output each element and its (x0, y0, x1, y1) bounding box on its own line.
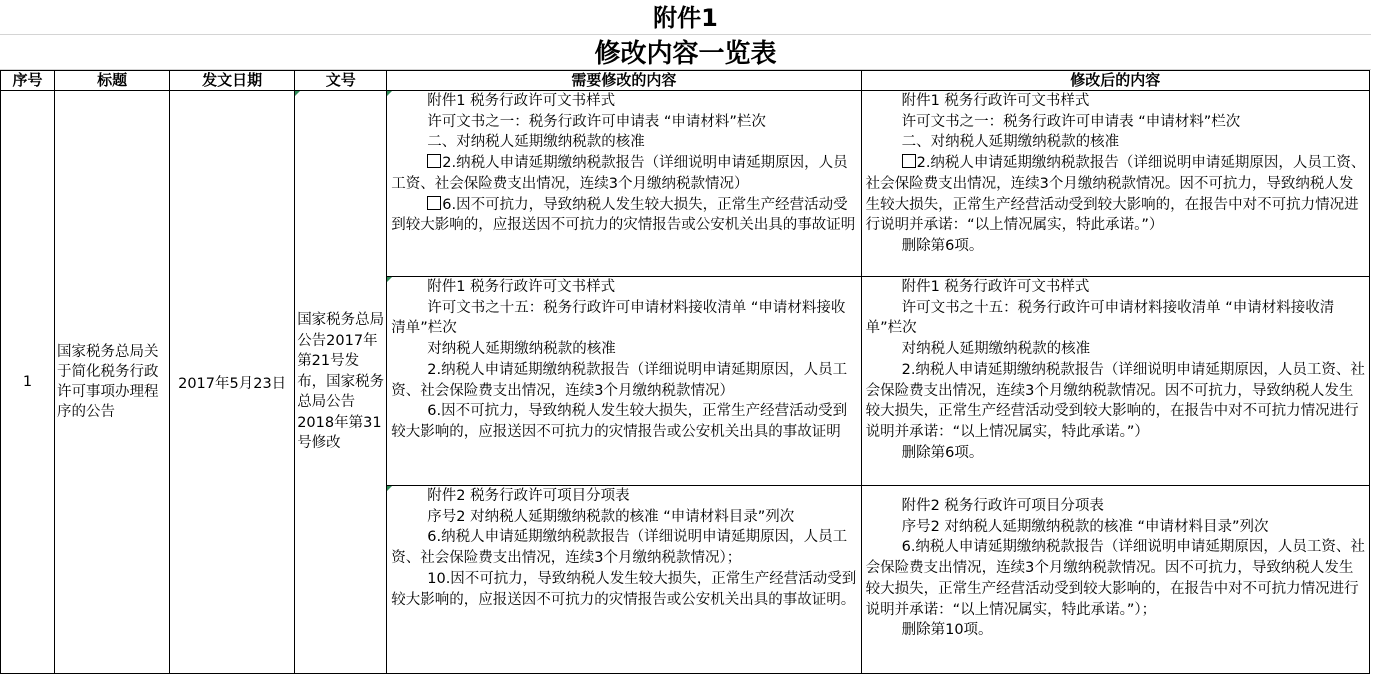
text-line: 序号2 对纳税人延期缴纳税款的核准 “申请材料目录”列次 (901, 518, 1269, 535)
text-line: 许可文书之一：税务行政许可申请表 “申请材料”栏次 (901, 113, 1241, 130)
text-line: 附件1 税务行政许可文书样式 (427, 93, 616, 109)
cell-doc-no[interactable] (295, 91, 387, 674)
text-line: 6.因不可抗力，导致纳税人发生较大损失，正常生产经营活动受到较大影响的，应报送因不可抗力的灾情报告或公安机关出具的事故证明 (391, 196, 856, 234)
text-line: 许可文书之一：税务行政许可申请表 “申请材料”栏次 (427, 113, 766, 130)
text-line: 附件1 税务行政许可文书样式 (901, 93, 1090, 109)
text-line: 6.纳税人申请延期缴纳税款报告（详细说明申请延期原因，人员工资、社会保险费支出情况，连续3个月缴纳税款情况）； (391, 529, 848, 567)
text-line: 2.纳税人申请延期缴纳税款报告（详细说明申请延期原因，人员工资、社会保险费支出情况，连续3个月缴纳税款情况。因不可抗力，导致纳税人发生较大损失，正常生产经营活动受到较大影响的，在报告中对不可抗力情况进行说明并承诺：“以上情况属实，特此承诺。”） (865, 155, 1366, 234)
text-line: 二、对纳税人延期缴纳税款的核准 (901, 134, 1120, 151)
seq-value: 1 (22, 374, 33, 390)
checkbox-icon (427, 196, 441, 210)
col-header-seq[interactable]: 序号 (1, 71, 55, 91)
text-line: 2.纳税人申请延期缴纳税款报告（详细说明申请延期原因，人员工资、社会保险费支出情况，连续3个月缴纳税款情况） (391, 361, 848, 399)
text-line: 6.纳税人申请延期缴纳税款报告（详细说明申请延期原因，人员工资、社会保险费支出情况，连续3个月缴纳税款情况。因不可抗力，导致纳税人发生较大损失，正常生产经营活动受到较大影响的，在报告中对不可抗力情况进行说明并承诺：“以上情况属实，特此承诺。”）； (865, 539, 1365, 618)
cell-title[interactable] (55, 91, 170, 674)
cell-after-2[interactable] (861, 277, 1369, 486)
text-line: 附件1 税务行政许可文书样式 (901, 279, 1090, 295)
cell-date[interactable] (170, 91, 295, 674)
cell-seq[interactable] (1, 91, 55, 674)
col-header-after[interactable]: 修改后的内容 (861, 71, 1369, 91)
text-line: 6.因不可抗力，导致纳税人发生较大损失，正常生产经营活动受到较大影响的，应报送因不可抗力的灾情报告或公安机关出具的事故证明 (391, 403, 848, 440)
text-line: 2.纳税人申请延期缴纳税款报告（详细说明申请延期原因，人员工资、社会保险费支出情况，连续3个月缴纳税款情况） (391, 155, 848, 192)
text-line: 删除第10项。 (901, 622, 993, 639)
text-line: 对纳税人延期缴纳税款的核准 (427, 341, 616, 358)
text-line: 二、对纳税人延期缴纳税款的核准 (427, 134, 645, 151)
text-line: 2.纳税人申请延期缴纳税款报告（详细说明申请延期原因，人员工资、社会保险费支出情况，连续3个月缴纳税款情况。因不可抗力，导致纳税人发生较大损失，正常生产经营活动受到较大影响的，在报告中对不可抗力情况进行说明并承诺：“以上情况属实，特此承诺。”） (865, 361, 1365, 440)
text-line: 序号2 对纳税人延期缴纳税款的核准 “申请材料目录”列次 (427, 508, 795, 525)
col-header-doc-no[interactable]: 文号 (295, 71, 387, 91)
doc-number: 国家税务总局公告2017年第21号发布，国家税务总局公告2018年第31号修改 (297, 312, 385, 452)
text-line: 附件2 税务行政许可项目分项表 (901, 498, 1104, 514)
table-row (1, 91, 1370, 277)
checkbox-icon (902, 154, 916, 168)
text-line: 许可文书之十五：税务行政许可申请材料接收清单 “申请材料接收清单”栏次 (391, 299, 846, 337)
cell-after-3[interactable] (861, 486, 1369, 674)
checkbox-icon (427, 154, 441, 168)
page-title: 修改内容一览表 (0, 35, 1371, 70)
text-line: 附件1 税务行政许可文书样式 (427, 279, 616, 295)
text-line: 附件2 税务行政许可项目分项表 (427, 488, 630, 504)
doc-title: 国家税务总局关于简化税务行政许可事项办理程序的公告 (57, 344, 159, 420)
col-header-before[interactable]: 需要修改的内容 (387, 71, 861, 91)
cell-after-1[interactable] (861, 91, 1369, 277)
col-header-title[interactable]: 标题 (55, 71, 170, 91)
attachment-label: 附件1 (0, 0, 1371, 35)
modification-table (0, 70, 1370, 674)
text-line: 许可文书之十五：税务行政许可申请材料接收清单 “申请材料接收清单”栏次 (865, 299, 1335, 337)
cell-before-3[interactable] (387, 486, 861, 674)
header-row (1, 71, 1370, 91)
cell-before-1[interactable] (387, 91, 861, 277)
text-line: 对纳税人延期缴纳税款的核准 (901, 341, 1091, 358)
text-line: 删除第6项。 (901, 237, 984, 254)
text-line: 删除第6项。 (901, 444, 984, 461)
issue-date: 2017年5月23日 (178, 375, 287, 392)
col-header-date[interactable]: 发文日期 (170, 71, 295, 91)
cell-before-2[interactable] (387, 277, 861, 486)
text-line: 10.因不可抗力，导致纳税人发生较大损失，正常生产经营活动受到较大影响的，应报送因不可抗力的灾情报告或公安机关出具的事故证明。 (391, 570, 857, 608)
